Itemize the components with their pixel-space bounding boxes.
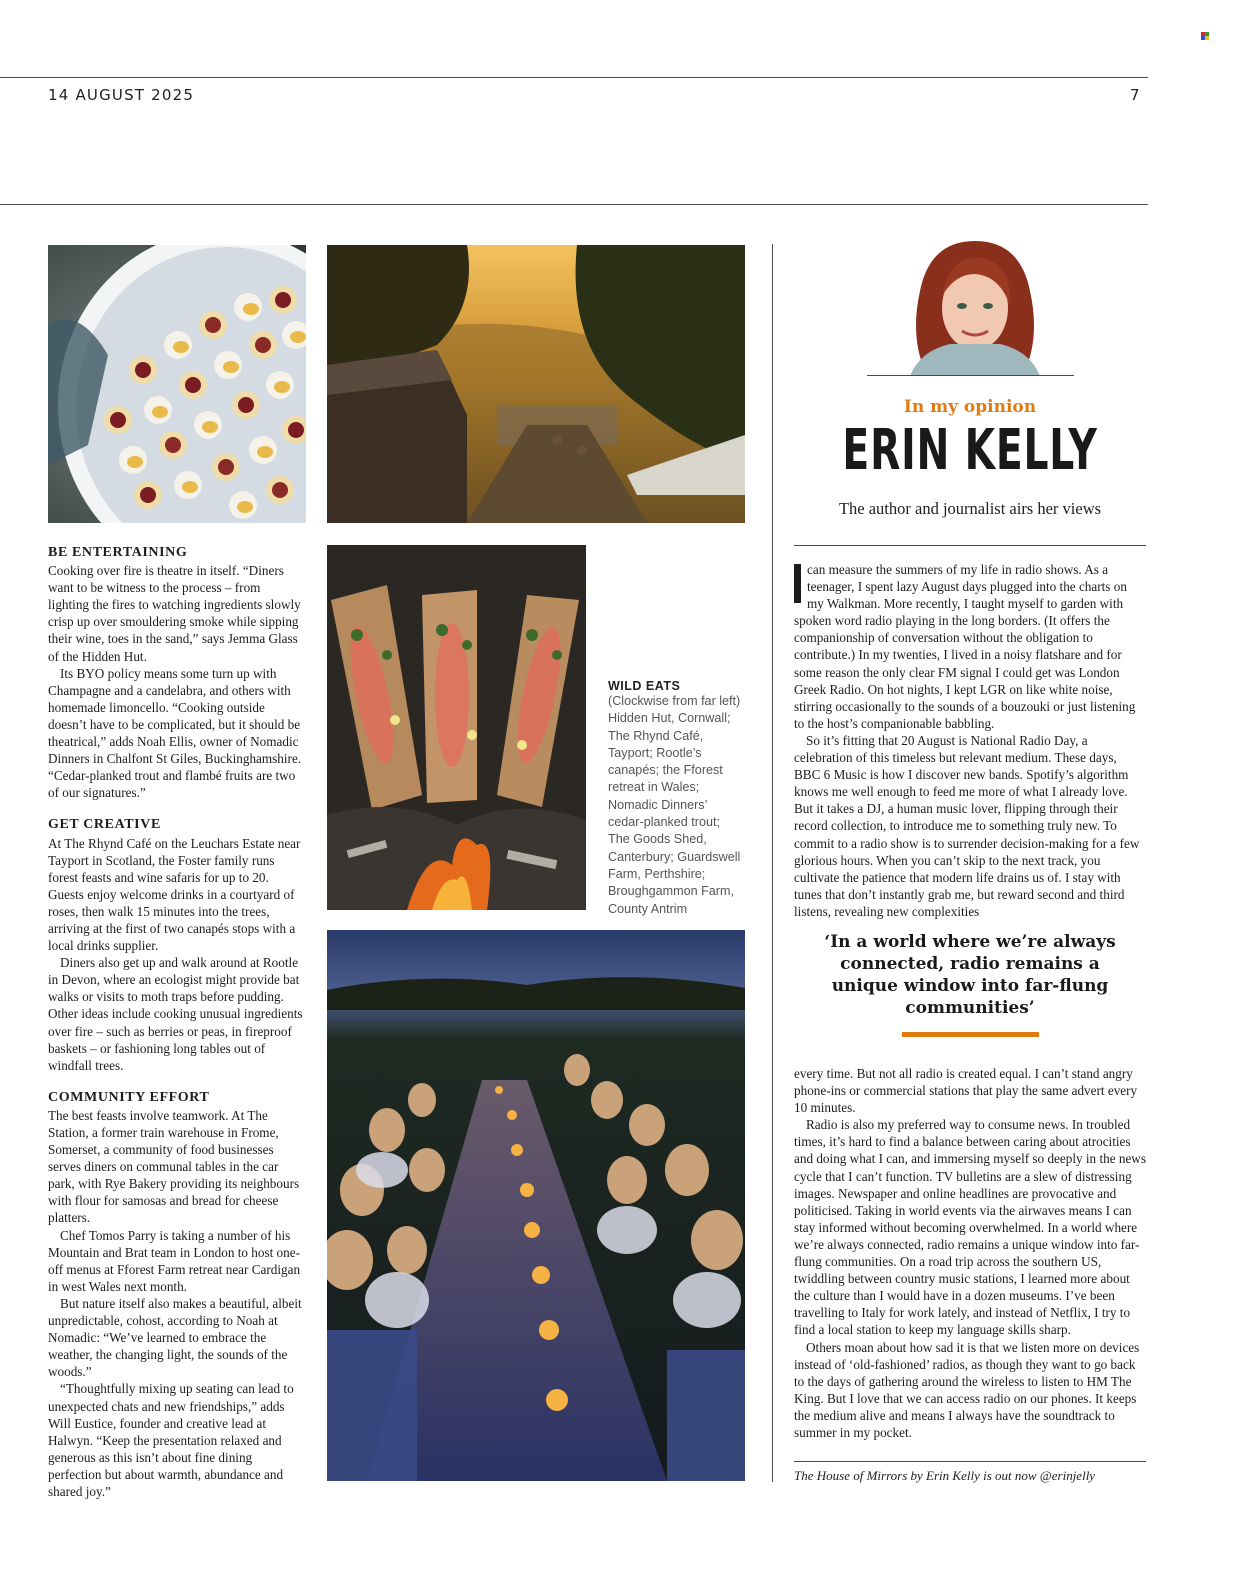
paragraph: every time. But not all radio is created equal. I can’t stand angry phone-ins or commercial stations that play the same advert every 10 minutes. xyxy=(794,1066,1138,1116)
paragraph: Radio is also my preferred way to consume news. In troubled times, it’s hard to find a balance between caring about atrocities and doing what I can, and immersing myself so deeply in the news cycle that I can’t function. TV bulletins are a slew of distressing images. Newspaper and online headlines are provocative and politicised. Taking in world events via the airwaves means I can stay informed without becoming overwhelmed. In a world where we’re always connected, radio remains a unique window into far-flung communities. On a road trip across the southern US, twiddling between country music stations, I learned more about the culture than I would have in a dozen museums. I’ve been travelling to Italy for work lately, and instead of Netflix, I try to find a local station to keep my language skills sharp. xyxy=(794,1117,1146,1338)
standfirst-rule xyxy=(794,545,1146,546)
paragraph: Others moan about how sad it is that we listen more on devices instead of ‘old-fashioned’ radios, as though they want to go back to the days of gathering around the wireless to listen to HM The King. But I love that we can access radio on our phones. It keeps the medium alive and means I always have the soundtrack to summer in my pocket. xyxy=(794,1339,1140,1440)
paragraph: can measure the summers of my life in radio shows. As a teenager, I spent lazy August days plugged into the charts on my Walkman. More recently, I taught myself to garden with spoken word radio playing in the long borders. (It offers the companionship of conversation without the obligation to contribute.) In my twenties, I lived in a noisy flatshare and for some reason the only clear FM signal I could get was London Greek Radio. On hot nights, I kept LGR on like white noise, stirring occasionally to the sounds of a bouzouki or just listening to the host’s companionable babbling. xyxy=(794,562,1136,731)
issue-date: 14 AUGUST 2025 xyxy=(48,86,195,104)
section-heading: GET CREATIVE xyxy=(48,817,161,833)
columnist-name: ERIN KELLY xyxy=(842,418,1098,483)
paragraph: Diners also get up and walk around at Rootle in Devon, where an ecologist might provide bat walks or visits to moth traps before pudding. Other ideas include cooking unusual ingredients over fire – such as berries or peas, in fireproof baskets – or fashioning long tables out of windfall trees. xyxy=(48,955,303,1073)
left-column xyxy=(48,544,304,1500)
print-mark xyxy=(1205,36,1209,40)
section-heading: COMMUNITY EFFORT xyxy=(48,1089,210,1105)
pull-quote-accent-bar xyxy=(902,1032,1039,1037)
column-kicker: In my opinion xyxy=(903,397,1037,417)
paragraph: Chef Tomos Parry is taking a number of his Mountain and Brat team in London to host one-off menus at Fforest Farm retreat near Cardigan in west Wales next month. xyxy=(48,1227,301,1294)
photo-long-table-feast xyxy=(327,930,745,1481)
portrait-rule xyxy=(867,375,1074,376)
pull-quote: ‘In a world where we’re always connected, radio remains a unique window into far-flung communities’ xyxy=(824,932,1116,1018)
header-rule xyxy=(0,77,1148,78)
author-portrait xyxy=(890,236,1060,376)
credit-rule xyxy=(794,1461,1146,1462)
caption-heading: WILD EATS xyxy=(608,679,681,693)
drop-cap xyxy=(794,564,801,603)
header-rule-lower xyxy=(0,204,1148,205)
standfirst: The author and journalist airs her views xyxy=(838,499,1102,518)
book-credit: The House of Mirrors by Erin Kelly is out now @erinjelly xyxy=(794,1468,1096,1483)
section-heading: BE ENTERTAINING xyxy=(48,545,188,560)
photo-canapes xyxy=(48,245,306,523)
paragraph: But nature itself also makes a beautiful, albeit unpredictable, cohost, according to Noah at Nomadic: “We’ve learned to embrace the weather, the changing light, the sounds of the woods.” xyxy=(48,1295,302,1380)
paragraph: Cooking over fire is theatre in itself. “Diners want to be witness to the process – from lighting the fires to watching ingredients slowly crisp up over smouldering smoke while sipping their wine, toes in the sand,” says Jemma Glass of the Hidden Hut. xyxy=(48,563,301,664)
opinion-body-top xyxy=(794,561,1146,920)
opinion-body-bottom xyxy=(794,1065,1146,1441)
paragraph: Its BYO policy means some turn up with Champagne and a candelabra, and others with homemade limoncello. “Cooking outside doesn’t have to be complicated, but it should be theatrical,” adds Noah Ellis, owner of Nomadic Dinners in Chalfont St Giles, Buckinghamshire. “Cedar-planked trout and flambé fruits are two of our signatures.” xyxy=(48,665,302,801)
column-divider xyxy=(772,244,773,1482)
paragraph: The best feasts involve teamwork. At The Station, a former train warehouse in Frome, Somerset, a community of food businesses serves diners on communal tables in the car park, with Rye Bakery providing its neighbours with flour for samosas and bread for cheese platters. xyxy=(48,1107,300,1226)
paragraph: “Thoughtfully mixing up seating can lead to unexpected chats and new friendships,” adds Will Eustice, founder and creative lead at Halwyn. “Keep the presentation relaxed and generous as this isn’t about fine dining perfection but about warmth, abundance and shared joy.” xyxy=(48,1381,294,1499)
photo-caption xyxy=(608,679,743,918)
paragraph: So it’s fitting that 20 August is National Radio Day, a celebration of this timeless but relevant medium. These days, BBC 6 Music is how I discover new bands. Spotify’s algorithm knows me well enough to feed me more of what I already love. But it takes a DJ, a human music lover, flipping through their record collection, to introduce me to something truly new. To commit to a radio show is to surrender decision-making for a few glorious hours. When you can’t skip to the next track, you cultivate the patience that modern life drains us of. I stay with tunes that don’t instantly grab me, but reward second and third listens, revealing new complexities xyxy=(794,732,1140,919)
photo-hidden-hut xyxy=(327,245,745,523)
paragraph: At The Rhynd Café on the Leuchars Estate near Tayport in Scotland, the Foster family runs forest feasts and wine safaris for up to 20. Guests enjoy welcome drinks in a courtyard of roses, then walk 15 minutes into the trees, arriving at the first of two canapés stops with a local drinks supplier. xyxy=(48,835,301,954)
caption-text: (Clockwise from far left) Hidden Hut, Cornwall; The Rhynd Café, Tayport; Rootle’s canapés; the Fforest retreat in Wales; Nomadic Dinners’ cedar-planked trout; The Goods Shed, Canterbury; Guardswell Farm, Perthshire; Broughgammon Farm, County Antrim xyxy=(608,694,741,916)
photo-cedar-planked-trout xyxy=(327,545,586,910)
page-number: 7 xyxy=(1130,86,1141,104)
